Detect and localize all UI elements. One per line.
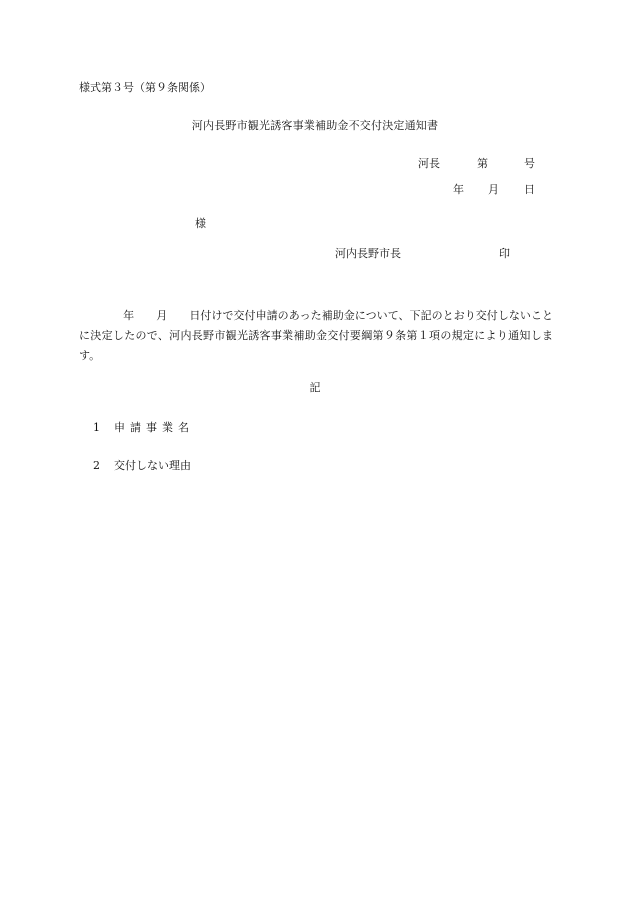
ki-heading: 記 — [309, 381, 321, 394]
recipient-honorific: 様 — [195, 217, 206, 230]
date-month: 月 — [488, 183, 499, 196]
date-day: 日 — [524, 183, 535, 196]
body-paragraph: 年 月 日付けで交付申請のあった補助金について、下記のとおり交付しないことに決定したので、河内長野市観光誘客事業補助金交付要綱第９条第１項の規定により通知します。 — [79, 309, 553, 362]
date-year: 年 — [453, 183, 464, 196]
document-number-go: 号 — [524, 157, 535, 170]
document-number-dai: 第 — [477, 157, 488, 170]
item-label-reason: 交付しない理由 — [114, 459, 191, 472]
item-number: 1 — [93, 421, 100, 434]
document-number-prefix: 河長 — [418, 157, 440, 170]
seal-mark: 印 — [499, 247, 510, 260]
item-number: 2 — [93, 459, 100, 472]
item-label-application-project: 申請事業名 — [114, 421, 194, 434]
issuer-name: 河内長野市長 — [335, 247, 401, 260]
document-title: 河内長野市観光誘客事業補助金不交付決定通知書 — [191, 119, 439, 132]
form-number: 様式第３号（第９条関係） — [79, 81, 211, 94]
